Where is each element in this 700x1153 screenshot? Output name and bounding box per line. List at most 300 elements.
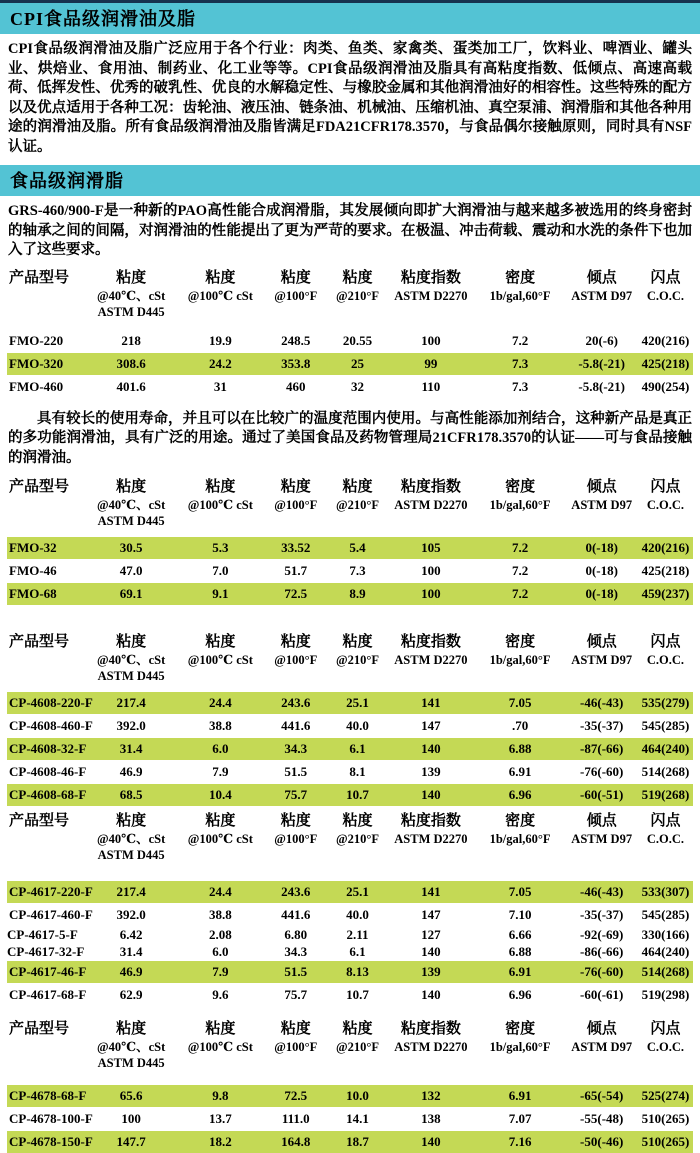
spec-value: 243.6 (281, 695, 311, 710)
column-subtitle: ASTM D2270 (394, 288, 468, 303)
product-model: CP-4608-46-F (9, 764, 87, 779)
column-subtitle: @100°F (274, 653, 318, 667)
column-subtitle: @100°F (274, 498, 318, 512)
spec-value: -5.8(-21) (578, 355, 625, 371)
column-header (264, 478, 328, 513)
spec-value: 7.10 (508, 907, 532, 922)
column-subtitle: C.O.C. (646, 288, 685, 303)
column-title: 闪点 (650, 1021, 681, 1037)
spec-value: 7.2 (511, 586, 529, 601)
table-row (7, 1108, 693, 1130)
column-header (638, 1020, 693, 1055)
spec-value: 441.6 (281, 718, 311, 733)
table-header-row (7, 269, 693, 320)
product-model: CP-4617-5-F (7, 927, 78, 942)
spec-value: 100 (421, 563, 441, 578)
column-header (264, 269, 328, 304)
spec-value: 514(268) (641, 964, 690, 979)
column-title: 粘度指数 (400, 813, 461, 829)
spec-value: 141 (421, 695, 441, 710)
spec-value: 0(-18) (585, 586, 618, 601)
spec-value: 100 (421, 332, 441, 348)
spec-value: 464(240) (641, 741, 690, 756)
spec-value: 24.4 (208, 695, 232, 710)
spec-value: 18.7 (346, 1134, 369, 1149)
column-title: 密度 (505, 813, 536, 829)
spec-value: 147 (421, 718, 441, 733)
column-subtitle: ASTM D2270 (394, 498, 468, 512)
column-header (177, 633, 263, 668)
column-header (328, 812, 387, 847)
spec-value: 9.8 (212, 1088, 229, 1103)
spec-value: 308.6 (116, 355, 146, 371)
column-header (565, 478, 638, 513)
spec-value: 32 (351, 378, 364, 394)
spec-table-cp4678 (7, 1020, 693, 1153)
column-title: 密度 (505, 634, 536, 650)
spec-value: 147.7 (116, 1134, 146, 1149)
spec-value: 10.0 (346, 1088, 369, 1103)
spec-value: 8.9 (349, 586, 366, 601)
column-title: 粘度 (205, 634, 236, 650)
column-header (387, 269, 475, 304)
column-standard: ASTM D445 (97, 1056, 165, 1070)
spec-value: 141 (421, 884, 441, 899)
column-title: 粘度 (116, 479, 147, 495)
column-subtitle: @210°F (336, 1040, 380, 1054)
spec-value: 31.4 (119, 741, 143, 756)
column-title: 密度 (505, 269, 536, 286)
column-title: 粘度 (205, 1021, 236, 1037)
column-subtitle: ASTM D97 (571, 653, 633, 667)
column-title: 粘度 (280, 269, 311, 286)
column-header (264, 1020, 328, 1055)
product-model: CP-4617-68-F (9, 987, 87, 1002)
spec-value: 6.91 (508, 764, 532, 779)
spec-value: 127 (421, 927, 441, 942)
spec-value: 420(216) (641, 332, 690, 348)
column-subtitle: @100°F (274, 1040, 318, 1054)
spec-value: -76(-60) (580, 964, 624, 979)
table-row (7, 692, 693, 714)
spec-value: 10.7 (346, 987, 369, 1002)
spec-value: 20(-6) (585, 332, 618, 348)
column-title: 粘度 (342, 813, 373, 829)
spec-value: 217.4 (116, 695, 146, 710)
spec-value: 425(218) (641, 355, 690, 371)
column-header (85, 633, 177, 684)
column-title: 粘度 (280, 634, 311, 650)
column-header (565, 1020, 638, 1055)
spec-value: 392.0 (116, 907, 146, 922)
spec-value: 19.9 (208, 332, 232, 348)
spec-value: 46.9 (119, 964, 143, 979)
column-header-product: 产品型号 (9, 634, 70, 650)
column-title: 倾点 (586, 634, 617, 650)
spec-value: 24.4 (208, 884, 232, 899)
column-header (475, 1020, 566, 1055)
product-model: CP-4608-68-F (9, 787, 87, 802)
column-title: 闪点 (650, 813, 681, 829)
product-model: CP-4617-46-F (9, 964, 87, 979)
spec-value: -65(-54) (580, 1088, 624, 1103)
column-standard: ASTM D445 (97, 848, 165, 862)
column-header (638, 633, 693, 668)
spec-value: 2.08 (208, 927, 232, 942)
spec-value: 545(285) (641, 907, 690, 922)
spec-value: 68.5 (119, 787, 143, 802)
column-header (328, 269, 387, 304)
column-title: 粘度 (342, 1021, 373, 1037)
column-subtitle: ASTM D2270 (394, 832, 468, 846)
spec-value: 140 (421, 787, 441, 802)
spec-value: 25.1 (346, 884, 369, 899)
section-title: 食品级润滑脂 (10, 171, 124, 191)
spec-value: 75.7 (284, 787, 308, 802)
product-model: CP-4617-220-F (9, 884, 93, 899)
column-subtitle: C.O.C. (646, 653, 685, 667)
column-subtitle: @100°F (274, 832, 318, 846)
table-row (7, 927, 693, 943)
column-header (565, 812, 638, 847)
table-row (7, 583, 693, 605)
spec-value: -86(-66) (580, 944, 624, 959)
spec-value: 330(166) (641, 927, 690, 942)
product-model: CP-4678-150-F (9, 1134, 93, 1149)
product-model: FMO-68 (9, 586, 57, 601)
column-header (387, 478, 475, 513)
table-row (7, 560, 693, 582)
column-title: 粘度 (205, 269, 236, 286)
spec-value: 99 (424, 355, 438, 371)
spec-value: 420(216) (641, 540, 690, 555)
product-model: CP-4617-32-F (7, 944, 85, 959)
column-subtitle: C.O.C. (646, 1040, 685, 1054)
spec-value: 7.16 (508, 1134, 532, 1149)
spec-value: 139 (421, 964, 441, 979)
spec-value: 535(279) (641, 695, 690, 710)
spec-value: 72.5 (284, 586, 308, 601)
column-header (177, 812, 263, 847)
note-paragraph: 具有较长的使用寿命，并且可以在比较广的温度范围内使用。与高性能添加剂结合，这种新产品是真正的多功能润滑油，具有广泛的用途。通过了美国食品及药物管理局21CFR178.3570的认证——可与食品接触的润滑油。 (8, 410, 692, 466)
spec-value: 510(265) (641, 1134, 690, 1149)
column-header (85, 269, 177, 320)
column-title: 闪点 (650, 479, 681, 495)
spec-value: 31.4 (119, 944, 143, 959)
spec-value: 5.4 (349, 540, 366, 555)
spec-value: 7.07 (508, 1111, 532, 1126)
table-row (7, 984, 693, 1006)
column-header-product: 产品型号 (9, 1021, 70, 1037)
spec-value: 248.5 (281, 332, 311, 348)
column-title: 粘度 (342, 479, 373, 495)
column-header (565, 633, 638, 668)
spec-value: 105 (421, 540, 441, 555)
spec-value: 132 (421, 1088, 441, 1103)
spec-table-fmo-heavy (7, 269, 693, 398)
spec-value: 111.0 (281, 1111, 310, 1126)
table-row (7, 961, 693, 983)
spec-value: 100 (121, 1111, 141, 1126)
product-model: FMO-32 (9, 540, 57, 555)
column-title: 粘度指数 (400, 269, 461, 286)
spec-value: -76(-60) (580, 764, 624, 779)
spec-value: 5.3 (212, 540, 229, 555)
spec-value: 464(240) (641, 944, 690, 959)
spec-value: -46(-43) (580, 884, 624, 899)
column-title: 粘度 (116, 813, 147, 829)
spec-value: -55(-48) (580, 1111, 624, 1126)
column-title: 粘度指数 (400, 479, 461, 495)
section-header-grease (0, 165, 700, 196)
column-title: 粘度 (280, 479, 311, 495)
spec-value: 533(307) (641, 884, 690, 899)
column-header (638, 269, 693, 304)
spec-value: -5.8(-21) (578, 378, 625, 394)
spec-value: -60(-61) (580, 987, 624, 1002)
spec-value: -46(-43) (580, 695, 624, 710)
column-header (387, 633, 475, 668)
column-subtitle: @40℃、cSt (97, 498, 166, 512)
spec-value: 18.2 (208, 1134, 232, 1149)
spec-value: 7.2 (511, 540, 529, 555)
column-header (387, 812, 475, 847)
spec-value: 6.88 (508, 944, 532, 959)
product-model: CP-4678-100-F (9, 1111, 93, 1126)
column-title: 粘度指数 (400, 634, 461, 650)
column-subtitle: @40℃、cSt (97, 653, 166, 667)
spec-value: 65.6 (119, 1088, 143, 1103)
spec-value: 7.3 (511, 378, 529, 394)
column-subtitle: ASTM D97 (571, 288, 633, 303)
column-subtitle: @210°F (336, 653, 380, 667)
column-subtitle: @210°F (336, 832, 380, 846)
column-standard: ASTM D445 (97, 669, 165, 683)
spec-value: 8.13 (346, 964, 369, 979)
spec-value: 6.0 (212, 944, 229, 959)
column-header (177, 478, 263, 513)
column-subtitle: @100℃ cSt (187, 288, 253, 303)
column-subtitle: @210°F (336, 498, 380, 512)
column-subtitle: @100°F (274, 288, 318, 303)
column-title: 粘度 (116, 1021, 147, 1037)
column-subtitle: @40℃、cSt (97, 832, 166, 846)
spec-value: 6.66 (508, 927, 532, 942)
grease-paragraph: GRS-460/900-F是一种新的PAO高性能合成润滑脂，其发展倾向即扩大润滑油与越来越多被选用的终身密封的轴承之间的间隔，对润滑油的性能提出了更为严苛的要求。在极温、冲击荷载、震动和水洗的条件下也加入了这些要求。 (8, 203, 692, 258)
spec-table-cp4617 (7, 812, 693, 1006)
product-model: CP-4608-220-F (9, 695, 93, 710)
column-title: 倾点 (586, 1021, 617, 1037)
column-header (475, 812, 566, 847)
spec-value: 2.11 (346, 927, 369, 942)
spec-value: -87(-66) (580, 741, 624, 756)
spec-value: 25 (351, 355, 364, 371)
column-standard: ASTM D445 (97, 514, 165, 528)
table-header-row (7, 812, 693, 863)
spec-value: 425(218) (641, 563, 690, 578)
column-header (177, 269, 263, 304)
product-model: CP-4678-68-F (9, 1088, 87, 1103)
column-title: 闪点 (650, 269, 681, 286)
spec-value: 140 (421, 1134, 441, 1149)
column-title: 粘度 (116, 269, 147, 286)
product-model: CP-4617-460-F (9, 907, 93, 922)
spec-value: 441.6 (281, 907, 311, 922)
spec-value: 510(265) (641, 1111, 690, 1126)
table-row (7, 904, 693, 926)
spec-value: 460 (286, 378, 306, 394)
spec-value: 31 (213, 378, 227, 394)
spec-value: 519(298) (641, 987, 690, 1002)
spec-value: 110 (421, 378, 441, 394)
spec-value: 38.8 (208, 907, 232, 922)
column-title: 闪点 (650, 634, 681, 650)
column-header-product: 产品型号 (9, 479, 70, 495)
spec-value: -92(-69) (580, 927, 624, 942)
column-subtitle: ASTM D97 (571, 832, 633, 846)
column-header (328, 1020, 387, 1055)
column-header (177, 1020, 263, 1055)
spec-value: 7.3 (511, 355, 529, 371)
column-header (475, 478, 566, 513)
spec-value: -35(-37) (580, 718, 624, 733)
product-model: CP-4608-460-F (9, 718, 93, 733)
column-title: 粘度指数 (400, 1021, 461, 1037)
spec-value: 401.6 (116, 378, 146, 394)
column-header (328, 633, 387, 668)
column-subtitle: C.O.C. (646, 498, 685, 512)
spec-value: 7.3 (349, 563, 366, 578)
spec-value: 218 (121, 332, 141, 348)
table-row (7, 944, 693, 960)
spec-value: 7.0 (212, 563, 229, 578)
table-row (7, 881, 693, 903)
column-subtitle: C.O.C. (646, 832, 685, 846)
table-row (7, 761, 693, 783)
spec-value: 46.9 (119, 764, 143, 779)
spec-value: 459(237) (641, 586, 690, 601)
spec-value: 6.1 (349, 741, 366, 756)
spec-value: 7.2 (511, 563, 529, 578)
table-row (7, 353, 693, 375)
column-header (264, 633, 328, 668)
spec-value: 525(274) (641, 1088, 690, 1103)
column-title: 粘度 (116, 634, 147, 650)
column-subtitle: ASTM D97 (571, 498, 633, 512)
column-header (638, 812, 693, 847)
table-row (7, 1131, 693, 1153)
spec-value: 24.2 (208, 355, 232, 371)
spec-value: 514(268) (641, 764, 690, 779)
spec-value: 13.7 (208, 1111, 232, 1126)
spec-value: 392.0 (116, 718, 146, 733)
column-header (565, 269, 638, 304)
section-title: CPI食品级润滑油及脂 (10, 9, 196, 29)
product-model: FMO-220 (9, 332, 64, 348)
column-subtitle: 1b/gal,60°F (489, 832, 551, 846)
column-subtitle: @210°F (336, 288, 380, 303)
spec-value: 51.5 (284, 764, 308, 779)
spec-value: 353.8 (281, 355, 311, 371)
spec-value: 10.4 (208, 787, 232, 802)
spec-value: 6.91 (508, 964, 532, 979)
spec-value: 6.1 (349, 944, 366, 959)
column-title: 粘度 (342, 634, 373, 650)
spec-value: 0(-18) (585, 540, 618, 555)
column-header-product: 产品型号 (9, 813, 70, 829)
spec-value: 51.7 (284, 563, 308, 578)
spec-value: 7.2 (511, 332, 529, 348)
column-header (387, 1020, 475, 1055)
column-header (264, 812, 328, 847)
column-header (475, 633, 566, 668)
column-title: 密度 (505, 479, 536, 495)
spec-value: 490(254) (641, 378, 690, 394)
table-row (7, 738, 693, 760)
column-header (85, 812, 177, 863)
product-model: FMO-46 (9, 563, 57, 578)
column-subtitle: 1b/gal,60°F (489, 498, 551, 512)
spec-value: 6.0 (212, 741, 229, 756)
column-subtitle: @100℃ cSt (187, 1040, 253, 1054)
spec-value: 8.1 (349, 764, 366, 779)
column-title: 粘度 (280, 1021, 311, 1037)
column-subtitle: ASTM D2270 (394, 1040, 468, 1054)
column-subtitle: @100℃ cSt (187, 498, 253, 512)
spec-table-fmo-light (7, 478, 693, 605)
table-header-row (7, 633, 693, 684)
spec-value: 6.88 (508, 741, 532, 756)
spec-value: 34.3 (284, 741, 308, 756)
column-header (638, 478, 693, 513)
column-subtitle: @100℃ cSt (187, 653, 253, 667)
column-subtitle: @100℃ cSt (187, 832, 253, 846)
spec-value: 243.6 (281, 884, 311, 899)
spec-value: 40.0 (346, 718, 369, 733)
product-model: FMO-460 (9, 378, 64, 394)
column-title: 倾点 (586, 479, 617, 495)
product-model: FMO-320 (9, 355, 64, 371)
spec-value: 62.9 (119, 987, 143, 1002)
spec-value: 14.1 (346, 1111, 369, 1126)
column-title: 粘度 (280, 813, 311, 829)
spec-value: 140 (421, 987, 441, 1002)
spec-value: -35(-37) (580, 907, 624, 922)
spec-value: 30.5 (119, 540, 143, 555)
column-subtitle: ASTM D97 (571, 1040, 633, 1054)
column-title: 倾点 (586, 269, 617, 286)
spec-value: .70 (511, 718, 529, 733)
spec-table-cp4608 (7, 633, 693, 806)
column-header (85, 1020, 177, 1071)
spec-value: 6.80 (284, 927, 308, 942)
column-standard: ASTM D445 (97, 304, 165, 319)
table-row (7, 715, 693, 737)
spec-value: 25.1 (346, 695, 369, 710)
spec-value: 9.6 (212, 987, 229, 1002)
column-header-product: 产品型号 (9, 269, 70, 286)
table-header-row (7, 478, 693, 529)
spec-value: 164.8 (281, 1134, 311, 1149)
spec-value: 138 (421, 1111, 441, 1126)
spec-value: 519(268) (641, 787, 690, 802)
column-subtitle: @40℃、cSt (97, 1040, 166, 1054)
spec-value: 40.0 (346, 907, 369, 922)
spec-value: 6.96 (508, 987, 532, 1002)
spec-value: 7.05 (508, 884, 532, 899)
spec-value: 47.0 (119, 563, 143, 578)
spec-value: 69.1 (119, 586, 143, 601)
